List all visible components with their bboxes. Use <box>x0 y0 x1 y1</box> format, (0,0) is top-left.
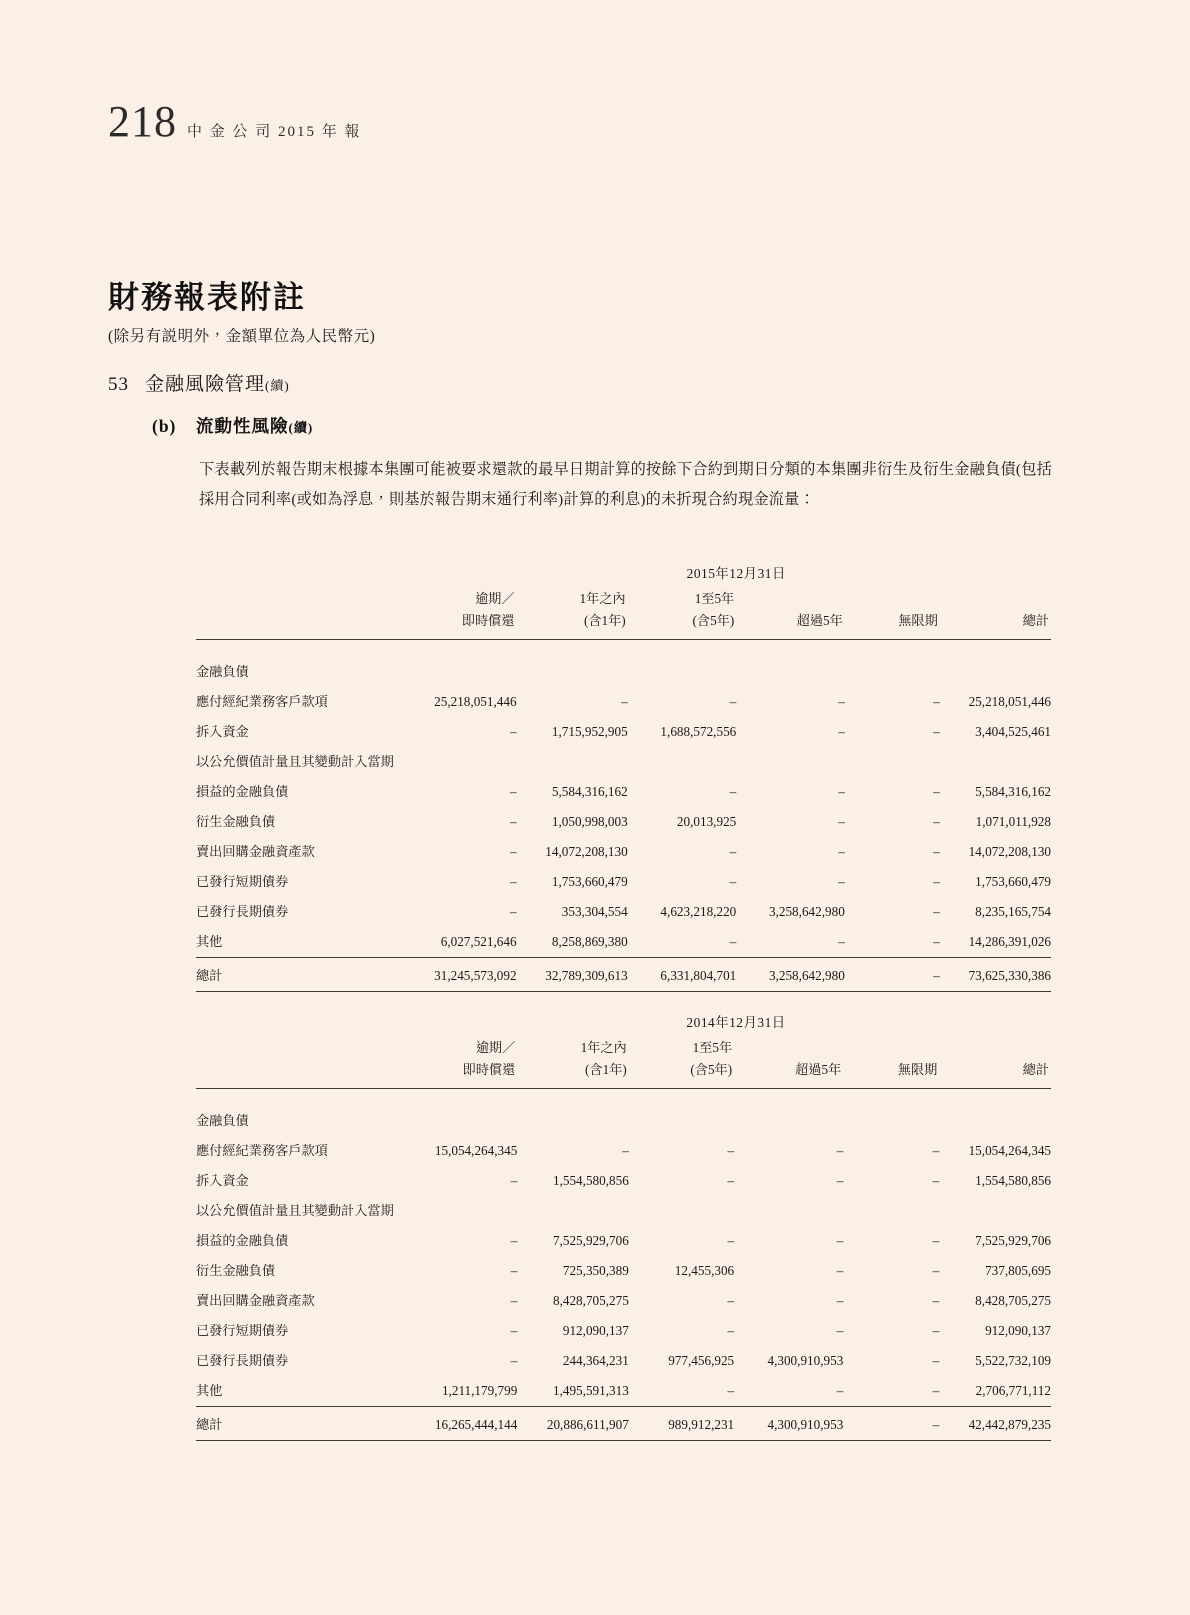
cell: – <box>622 1143 629 1159</box>
cell: – <box>932 1293 940 1309</box>
row-label: 拆入資金 <box>196 1173 249 1189</box>
cell: 12,455,306 <box>674 1263 735 1279</box>
page-subtitle: (除另有説明外，金額單位為人民幣元) <box>108 328 376 345</box>
table-column-header-line2 <box>196 1059 1051 1081</box>
page-number: 218 <box>108 97 177 146</box>
cell: 2,706,771,112 <box>975 1383 1051 1399</box>
row-label: 衍生金融負債 <box>196 1263 276 1279</box>
col-header-within1y: (含1年) <box>583 612 626 628</box>
table-row <box>196 776 1051 806</box>
cell: 1,753,660,479 <box>975 874 1051 890</box>
row-label: 其他 <box>196 1383 223 1399</box>
cell: – <box>933 874 940 890</box>
row-label: 拆入資金 <box>196 724 249 740</box>
row-label: 以公允價值計量且其變動計入當期 <box>196 754 394 770</box>
total-label: 總計 <box>196 967 223 983</box>
cell: – <box>509 724 517 740</box>
cell: – <box>727 1383 735 1399</box>
col-header-over5y: 超過5年 <box>795 1061 842 1077</box>
cell: – <box>933 694 940 710</box>
cell: 5,584,316,162 <box>975 784 1051 800</box>
col-header-indefinite: 無限期 <box>897 1061 938 1077</box>
cell: 3,404,525,461 <box>975 724 1051 740</box>
cell: 1,715,952,905 <box>551 724 628 740</box>
row-label: 已發行長期債券 <box>196 1353 289 1369</box>
cell: – <box>838 724 845 740</box>
table-header-rule <box>196 632 1051 640</box>
col-header-overdue: 即時償還 <box>462 1061 516 1077</box>
cell: – <box>836 1383 844 1399</box>
cell: 725,350,389 <box>562 1263 629 1279</box>
col-header-1to5y: (含5年) <box>692 612 735 628</box>
cell: – <box>729 874 737 890</box>
cell: 7,525,929,706 <box>552 1233 629 1249</box>
table-row <box>196 896 1051 926</box>
cell: – <box>836 1293 844 1309</box>
cell: – <box>729 844 737 860</box>
total-cell: 4,300,910,953 <box>767 1416 844 1432</box>
cell: – <box>729 934 737 950</box>
cell: – <box>509 844 517 860</box>
table-group-label-row <box>196 1105 1051 1135</box>
col-header-1to5y-l1: 1至5年 <box>694 591 735 606</box>
cell: – <box>510 1233 518 1249</box>
cell: 737,805,695 <box>985 1263 1051 1279</box>
table-column-header-line2 <box>196 610 1051 632</box>
table-date-header-row <box>196 563 1051 588</box>
table-row <box>196 1315 1051 1345</box>
table-row <box>196 1165 1051 1195</box>
row-label: 已發行短期債券 <box>196 1323 289 1339</box>
table-total-row <box>196 957 1051 990</box>
cell: 7,525,929,706 <box>975 1233 1051 1249</box>
table-total-rule-bottom <box>196 990 1051 992</box>
cell: – <box>729 694 737 710</box>
table-row <box>196 866 1051 896</box>
total-cell: – <box>933 967 940 983</box>
cell: – <box>838 844 845 860</box>
liquidity-table-2015 <box>196 563 1051 992</box>
col-header-within1y: (含1年) <box>585 1061 627 1077</box>
cell: 6,027,521,646 <box>440 934 517 950</box>
cell: – <box>727 1293 735 1309</box>
cell: – <box>729 784 737 800</box>
cell: 1,753,660,479 <box>551 874 628 890</box>
cell: 14,072,208,130 <box>968 844 1051 860</box>
row-label: 已發行長期債券 <box>196 904 289 920</box>
cell: – <box>510 1293 518 1309</box>
cell: – <box>933 844 940 860</box>
cell: – <box>509 814 517 830</box>
cell: 8,258,869,380 <box>551 934 628 950</box>
cell: – <box>932 1143 940 1159</box>
cell: 20,013,925 <box>676 814 737 830</box>
report-name: 中 金 公 司 2015 年 報 <box>187 124 362 140</box>
cell: – <box>836 1323 844 1339</box>
cell: 14,072,208,130 <box>545 844 628 860</box>
group-label: 金融負債 <box>196 664 249 680</box>
total-cell: 989,912,231 <box>668 1416 735 1432</box>
table-row <box>196 1285 1051 1315</box>
col-header-indefinite-l1 <box>843 1037 939 1059</box>
total-cell: 6,331,804,701 <box>660 967 737 983</box>
cell: – <box>933 784 940 800</box>
table-date-header: 2015年12月31日 <box>686 566 786 581</box>
page-header <box>108 96 362 147</box>
table-column-header-line1 <box>196 1037 1051 1059</box>
total-cell: 32,789,309,613 <box>545 967 628 983</box>
cell: 912,090,137 <box>985 1323 1051 1339</box>
cell: 1,211,179,799 <box>441 1383 518 1399</box>
col-header-over5y-l1 <box>736 588 845 610</box>
cell: – <box>836 1263 844 1279</box>
row-label: 賣出回購金融資產款 <box>196 1293 315 1309</box>
liquidity-table-2014 <box>196 1012 1051 1441</box>
col-header-1to5y: (含5年) <box>690 1061 733 1077</box>
table-row <box>196 1135 1051 1165</box>
cell: – <box>932 1263 940 1279</box>
cell: – <box>838 934 845 950</box>
cell: 15,054,264,345 <box>434 1143 518 1159</box>
cell: 1,050,998,003 <box>551 814 628 830</box>
table-total-rule-bottom <box>196 1439 1051 1441</box>
row-label: 應付經紀業務客戶款項 <box>196 694 328 710</box>
total-cell: – <box>932 1416 940 1432</box>
cell: – <box>836 1143 844 1159</box>
table-row <box>196 806 1051 836</box>
group-label: 金融負債 <box>196 1113 249 1129</box>
cell: – <box>836 1233 844 1249</box>
table-header-rule <box>196 1081 1051 1089</box>
col-header-within1y-l1: 1年之內 <box>579 591 626 606</box>
table-date-header-row <box>196 1012 1051 1037</box>
table-row <box>196 1195 1051 1225</box>
body-paragraph: 下表載列於報告期末根據本集團可能被要求還款的最早日期計算的按餘下合約到期日分類的本集團非衍生及衍生金融負債(包括採用合同利率(或如為浮息，則基於報告期末通行利率)計算的利息)的未折現合約現金流量： <box>199 461 1052 509</box>
cell: – <box>933 904 940 920</box>
table-row <box>196 1225 1051 1255</box>
cell: 5,522,732,109 <box>975 1353 1051 1369</box>
cell: – <box>932 1383 940 1399</box>
total-cell: 42,442,879,235 <box>968 1416 1051 1432</box>
cell: 977,456,925 <box>668 1353 735 1369</box>
cell: – <box>510 1353 518 1369</box>
table-row <box>196 1255 1051 1285</box>
total-label: 總計 <box>196 1416 223 1432</box>
cell: – <box>727 1323 735 1339</box>
table-date-header: 2014年12月31日 <box>686 1015 786 1030</box>
cell: – <box>727 1173 735 1189</box>
cell: 912,090,137 <box>562 1323 629 1339</box>
cell: 1,554,580,856 <box>975 1173 1051 1189</box>
row-label: 損益的金融負債 <box>196 1233 289 1249</box>
section-heading <box>108 369 290 396</box>
cell: – <box>838 694 845 710</box>
cell: 25,218,051,446 <box>434 694 517 710</box>
subsection-heading <box>152 413 313 438</box>
col-header-overdue: 即時償還 <box>461 612 515 628</box>
cell: – <box>509 874 517 890</box>
cell: – <box>621 694 628 710</box>
total-cell: 16,265,444,144 <box>434 1416 518 1432</box>
cell: 5,584,316,162 <box>551 784 628 800</box>
table-group-label-row <box>196 656 1051 686</box>
subsection-label: (b) <box>152 416 177 436</box>
cell: 25,218,051,446 <box>968 694 1051 710</box>
cell: – <box>510 1263 518 1279</box>
cell: – <box>933 724 940 740</box>
cell: 8,235,165,754 <box>975 904 1051 920</box>
section-number: 53 <box>108 374 129 395</box>
cell: 4,300,910,953 <box>767 1353 844 1369</box>
table-row <box>196 926 1051 956</box>
cell: 353,304,554 <box>561 904 628 920</box>
cell: – <box>509 784 517 800</box>
cell: 1,071,011,928 <box>975 814 1051 830</box>
cell: – <box>838 814 845 830</box>
table-row <box>196 836 1051 866</box>
cell: 1,554,580,856 <box>552 1173 629 1189</box>
total-cell: 73,625,330,386 <box>968 967 1051 983</box>
cell: – <box>932 1233 940 1249</box>
page-title: 財務報表附註 <box>108 280 306 315</box>
col-header-indefinite: 無限期 <box>898 612 938 628</box>
cell: – <box>510 1323 518 1339</box>
col-header-overdue-l1: 逾期／ <box>474 591 515 606</box>
table-row <box>196 1375 1051 1405</box>
col-header-1to5y-l1: 1至5年 <box>692 1040 733 1055</box>
table-row <box>196 746 1051 776</box>
cell: 1,495,591,313 <box>552 1383 629 1399</box>
cell: – <box>933 814 940 830</box>
row-label: 衍生金融負債 <box>196 814 276 830</box>
row-label: 賣出回購金融資產款 <box>196 844 315 860</box>
table-total-row <box>196 1406 1051 1439</box>
col-header-over5y-l1 <box>734 1037 843 1059</box>
cell: – <box>838 784 845 800</box>
cell: 8,428,705,275 <box>975 1293 1051 1309</box>
row-label: 損益的金融負債 <box>196 784 289 800</box>
cell: 244,364,231 <box>562 1353 629 1369</box>
row-label: 已發行短期債券 <box>196 874 289 890</box>
cell: – <box>509 904 517 920</box>
cell: – <box>933 934 940 950</box>
cell: – <box>932 1323 940 1339</box>
table-row <box>196 1345 1051 1375</box>
cell: – <box>838 874 845 890</box>
cell: – <box>510 1173 518 1189</box>
col-header-indefinite-l1 <box>845 588 940 610</box>
row-label: 以公允價值計量且其變動計入當期 <box>196 1203 394 1219</box>
total-cell: 3,258,642,980 <box>768 967 845 983</box>
cell: 15,054,264,345 <box>968 1143 1051 1159</box>
cell: 1,688,572,556 <box>660 724 737 740</box>
row-label: 其他 <box>196 934 223 950</box>
total-cell: 20,886,611,907 <box>546 1416 629 1432</box>
col-header-over5y: 超過5年 <box>796 612 843 628</box>
col-header-overdue-l1: 逾期／ <box>475 1040 516 1055</box>
table-row <box>196 716 1051 746</box>
total-cell: 31,245,573,092 <box>434 967 517 983</box>
row-label: 應付經紀業務客戶款項 <box>196 1143 328 1159</box>
table-column-header-line1 <box>196 588 1051 610</box>
col-header-within1y-l1: 1年之內 <box>580 1040 627 1055</box>
cell: – <box>836 1173 844 1189</box>
col-header-total: 總計 <box>1022 1061 1049 1077</box>
section-label: 金融風險管理 <box>145 374 266 395</box>
col-header-total-l1 <box>939 1037 1051 1059</box>
cell: 4,623,218,220 <box>660 904 737 920</box>
cell: 3,258,642,980 <box>768 904 845 920</box>
col-header-total-l1 <box>940 588 1051 610</box>
cell: – <box>727 1143 735 1159</box>
cell: – <box>932 1353 940 1369</box>
subsection-title: 流動性風險 <box>196 416 289 436</box>
col-header-total: 總計 <box>1022 612 1049 628</box>
cell: – <box>932 1173 940 1189</box>
section-continued: (續) <box>265 378 290 393</box>
cell: 8,428,705,275 <box>552 1293 629 1309</box>
cell: 14,286,391,026 <box>968 934 1051 950</box>
subsection-continued: (續) <box>288 420 314 435</box>
table-row <box>196 686 1051 716</box>
cell: – <box>727 1233 735 1249</box>
